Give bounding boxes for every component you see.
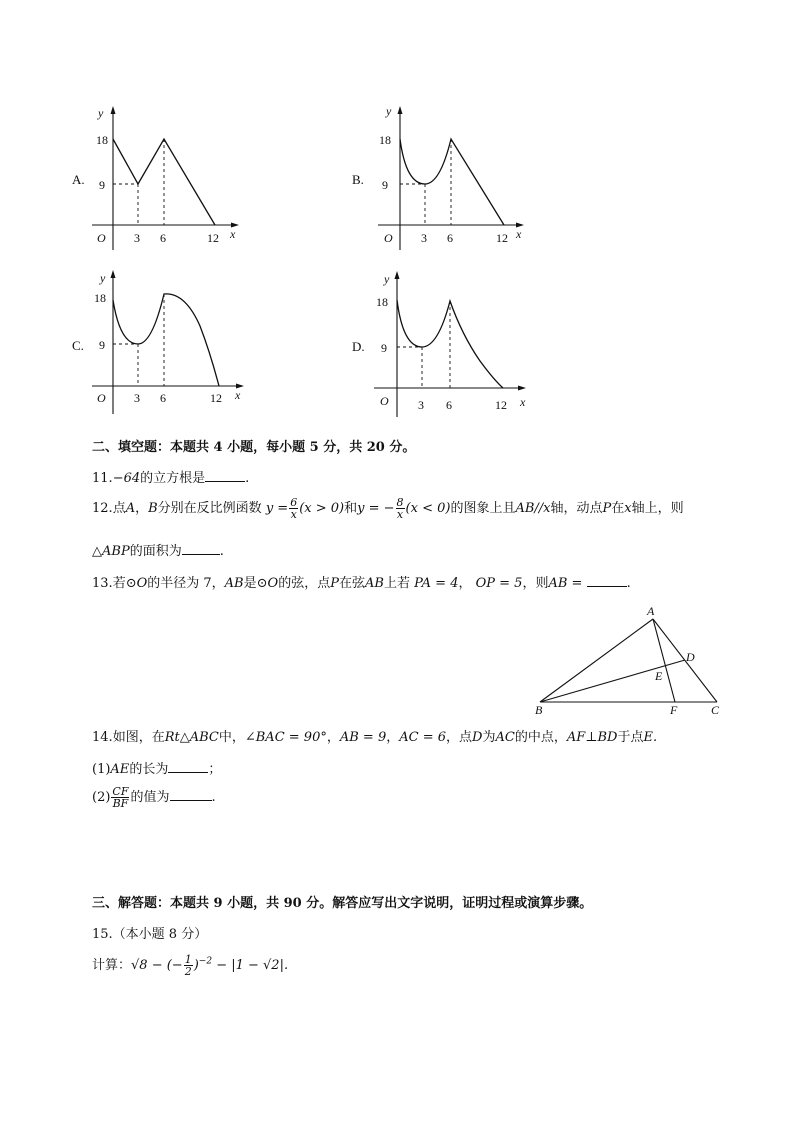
curve-b (400, 139, 504, 225)
origin-label: O (97, 391, 106, 405)
tick-12: 12 (210, 391, 222, 405)
origin-label: O (384, 231, 393, 245)
tick-9: 9 (382, 178, 388, 192)
option-a-label: A. (72, 172, 85, 187)
question-14-part2: (2) $\frac{CF}{BF}$ 的值为 . (92, 785, 216, 810)
tick-9: 9 (99, 178, 105, 192)
tick-18: 18 (379, 133, 391, 147)
tick-18: 18 (96, 133, 108, 147)
question-12-line1: 12.点A，B分别在反比例函数 y = $\frac{6}{x}$ (x > 0)和y = − $\frac{8}{x}$ (x < 0)的图象上且AB//x轴，动点P在x轴上，则 (92, 496, 684, 521)
tick-12: 12 (207, 231, 219, 245)
question-14: 14.如图，在Rt△ABC中，∠BAC = 90°，AB = 9，AC = 6，点D为AC的中点，AF⊥BD于点E. (92, 730, 658, 745)
y-arrow (395, 271, 400, 279)
segment-af (653, 619, 675, 702)
tick-6: 6 (160, 231, 166, 245)
question-15-title: 15.（本小题 8 分） (92, 927, 208, 942)
y-label: y (384, 272, 390, 286)
y-label: y (98, 106, 104, 120)
curve-c (113, 294, 219, 386)
tick-3: 3 (418, 398, 424, 412)
answer-blank[interactable] (587, 574, 627, 587)
graph-c-svg (90, 262, 275, 417)
label-a: A (647, 604, 655, 618)
option-d-label: D. (352, 339, 365, 354)
section2-heading: 二、填空题：本题共 4 小题，每小题 5 分，共 20 分。 (92, 440, 416, 455)
tick-3: 3 (134, 391, 140, 405)
y-label: y (386, 104, 392, 118)
question-15-expression: 计算：√8 − (− $\frac{1}{2}$ )$^{-2}$ − |1 − √2|. (92, 953, 289, 978)
question-13: 13.若⊙O的半径为 7，AB是⊙O的弦，点P在弦AB上若 PA = 4， OP = 5，则AB = . (92, 576, 631, 591)
graph-a-svg (90, 100, 270, 255)
answer-blank[interactable] (205, 469, 245, 482)
side-ab (540, 619, 653, 702)
answer-blank[interactable] (182, 542, 220, 555)
label-c: C (711, 703, 720, 717)
graph-d-svg (370, 265, 555, 420)
option-a-graph[interactable] (70, 100, 270, 255)
answer-blank[interactable] (168, 760, 208, 773)
question-11: 11.−64的立方根是 . (92, 471, 250, 486)
tick-9: 9 (99, 338, 105, 352)
x-label: x (520, 395, 526, 409)
label-d: D (686, 650, 695, 664)
tick-18: 18 (376, 295, 388, 309)
y-arrow (398, 106, 403, 114)
option-c-label: C. (72, 338, 84, 353)
graph-b-svg (370, 100, 550, 255)
label-b: B (535, 703, 543, 717)
tick-6: 6 (447, 231, 453, 245)
y-arrow (111, 270, 116, 278)
segment-bd (540, 660, 685, 702)
tick-6: 6 (160, 391, 166, 405)
section3-heading: 三、解答题：本题共 9 小题，共 90 分。解答应写出文字说明，证明过程或演算步骤。 (92, 896, 593, 911)
triangle-figure (530, 600, 730, 725)
label-e: E (655, 669, 663, 683)
tick-12: 12 (496, 231, 508, 245)
option-d-graph[interactable] (350, 265, 550, 420)
question-14-part1: (1)AE的长为 ； (92, 762, 222, 777)
origin-label: O (97, 231, 106, 245)
tick-18: 18 (94, 291, 106, 305)
tick-3: 3 (421, 231, 427, 245)
answer-blank[interactable] (170, 788, 212, 801)
tick-12: 12 (495, 398, 507, 412)
x-arrow (518, 386, 526, 391)
option-b-label: B. (352, 172, 364, 187)
tick-9: 9 (381, 341, 387, 355)
question-12-line2: △ABP的面积为 . (92, 544, 224, 559)
label-f: F (670, 703, 678, 717)
origin-label: O (380, 394, 389, 408)
y-arrow (111, 106, 116, 114)
x-label: x (230, 227, 236, 241)
tick-3: 3 (134, 231, 140, 245)
option-b-graph[interactable] (350, 100, 550, 255)
x-label: x (235, 388, 241, 402)
tick-6: 6 (446, 398, 452, 412)
option-c-graph[interactable] (70, 262, 270, 417)
y-label: y (100, 271, 106, 285)
x-label: x (516, 227, 522, 241)
